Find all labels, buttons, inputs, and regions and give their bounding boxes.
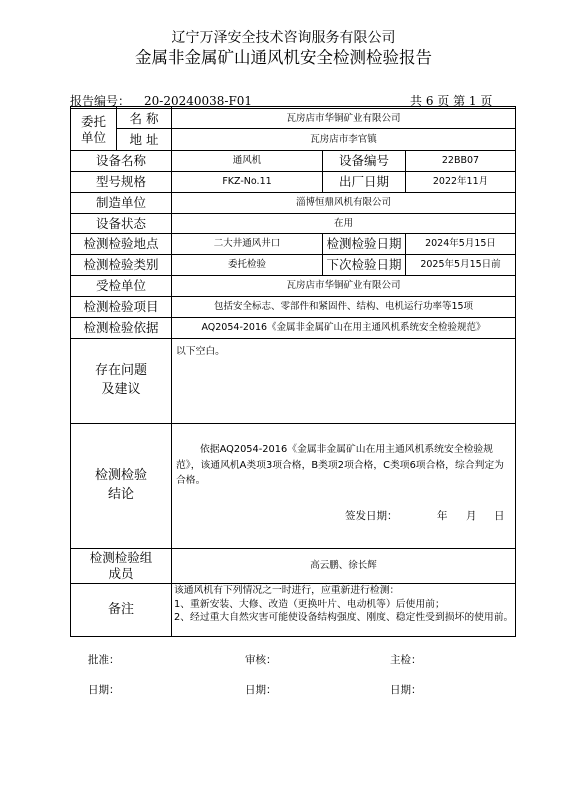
approve-date-label: 日期：: [88, 684, 120, 696]
report-number-value: 20-20240038-F01: [144, 94, 253, 108]
inspection-place-label: 检测检验地点: [83, 236, 159, 252]
client-label: [71, 109, 116, 150]
equipment-status-label: 设备状态: [95, 215, 146, 231]
report-title: 金属非金属矿山通风机安全检测检验报告: [135, 48, 432, 67]
conclusion-label-line2: 结论: [107, 487, 134, 502]
page-info: 共 6 页 第 1 页: [410, 94, 493, 108]
conclusion-label-line1: 检测检验: [94, 468, 147, 484]
sign-date-year: 年: [437, 510, 448, 522]
equipment-name-label: 设备名称: [95, 153, 146, 169]
inspection-place-value: 二大井通风井口: [213, 238, 281, 250]
model-label: 型号规格: [95, 174, 146, 190]
members-label-line2: 成员: [108, 566, 134, 581]
inspection-items-value: 包括安全标志、零部件和紧固件、结构、电机运行功率等15项: [213, 301, 474, 313]
remarks-line-3: 2、经过重大自然灾害可能使设备结构强度、刚度、稳定性受到损坏的使用前。: [174, 612, 514, 624]
client-label-bottom: 单位: [80, 129, 106, 145]
members-label: [71, 549, 171, 583]
next-inspection-label: 下次检验日期: [326, 257, 402, 273]
inspector-date-label: 日期：: [390, 684, 422, 696]
inspection-basis-label: 检测检验依据: [83, 320, 159, 336]
sign-date-month: 月: [466, 510, 477, 522]
equipment-id-label: 设备编号: [338, 153, 389, 169]
equipment-status-value: 在用: [333, 217, 353, 229]
inspection-type-label: 检测检验类别: [83, 257, 159, 273]
members-value: 高云鹏、徐长辉: [310, 560, 377, 572]
conclusion-label: [71, 424, 171, 548]
remarks-label: 备注: [107, 601, 134, 617]
model-value: FKZ-No.11: [222, 176, 272, 188]
remarks-line-2: 1、重新安装、大修、改造（更换叶片、电动机等）后使用前；: [174, 598, 445, 610]
issues-label-line1: 存在问题: [94, 363, 147, 379]
equipment-id-value: 22BB07: [441, 155, 480, 167]
inspection-type-value: 委托检验: [227, 259, 266, 271]
inspection-items-label: 检测检验项目: [83, 299, 159, 315]
inspection-basis-value: AQ2054-2016《金属非金属矿山在用主通风机系统安全检验规范》: [201, 322, 486, 334]
organization-name: 辽宁万泽安全技术咨询服务有限公司: [171, 30, 396, 46]
issues-label-line2: 及建议: [101, 382, 141, 397]
report-number-label: 报告编号：: [70, 94, 131, 108]
manufacture-date-label: 出厂日期: [338, 174, 389, 190]
members-label-line1: 检测检验组: [89, 549, 153, 565]
issues-value: 以下空白。: [176, 346, 225, 357]
next-inspection-value: 2025年5月15日前: [420, 259, 501, 271]
manufacturer-label: 制造单位: [95, 195, 146, 211]
client-address-value: 瓦房店市李官镇: [310, 133, 377, 145]
client-name-value: 瓦房店市华铜矿业有限公司: [286, 112, 401, 124]
inspection-date-label: 检测检验日期: [326, 236, 402, 252]
conclusion-text: 依据AQ2054-2016《金属非金属矿山在用主通风机系统安全检验规范》，该通风机A类项3项合格，B类项2项合格，C类项6项合格，综合判定为合格。: [176, 444, 504, 487]
sign-date-label: 签发日期：: [345, 510, 398, 522]
inspected-unit-label: 受检单位: [95, 278, 146, 294]
client-name-label: 名 称: [129, 110, 159, 126]
inspected-unit-value: 瓦房店市华铜矿业有限公司: [286, 280, 401, 292]
manufacture-date-value: 2022年11月: [432, 176, 489, 188]
equipment-name-value: 通风机: [232, 155, 262, 167]
approve-label: 批准：: [88, 654, 120, 666]
remarks-line-1: 该通风机有下列情况之一时进行，应重新进行检测：: [174, 585, 400, 596]
remarks-text: [174, 584, 514, 625]
inspection-date-value: 2024年5月15日: [425, 238, 496, 250]
review-label: 审核：: [245, 654, 277, 666]
client-address-label: 地 址: [129, 131, 159, 147]
issues-label: [71, 339, 171, 423]
review-date-label: 日期：: [245, 684, 277, 696]
inspector-label: 主检：: [390, 654, 422, 666]
manufacturer-value: 淄博恒鼎风机有限公司: [295, 197, 391, 209]
sign-date-day: 日: [494, 510, 505, 522]
client-label-top: 委托: [80, 113, 106, 129]
